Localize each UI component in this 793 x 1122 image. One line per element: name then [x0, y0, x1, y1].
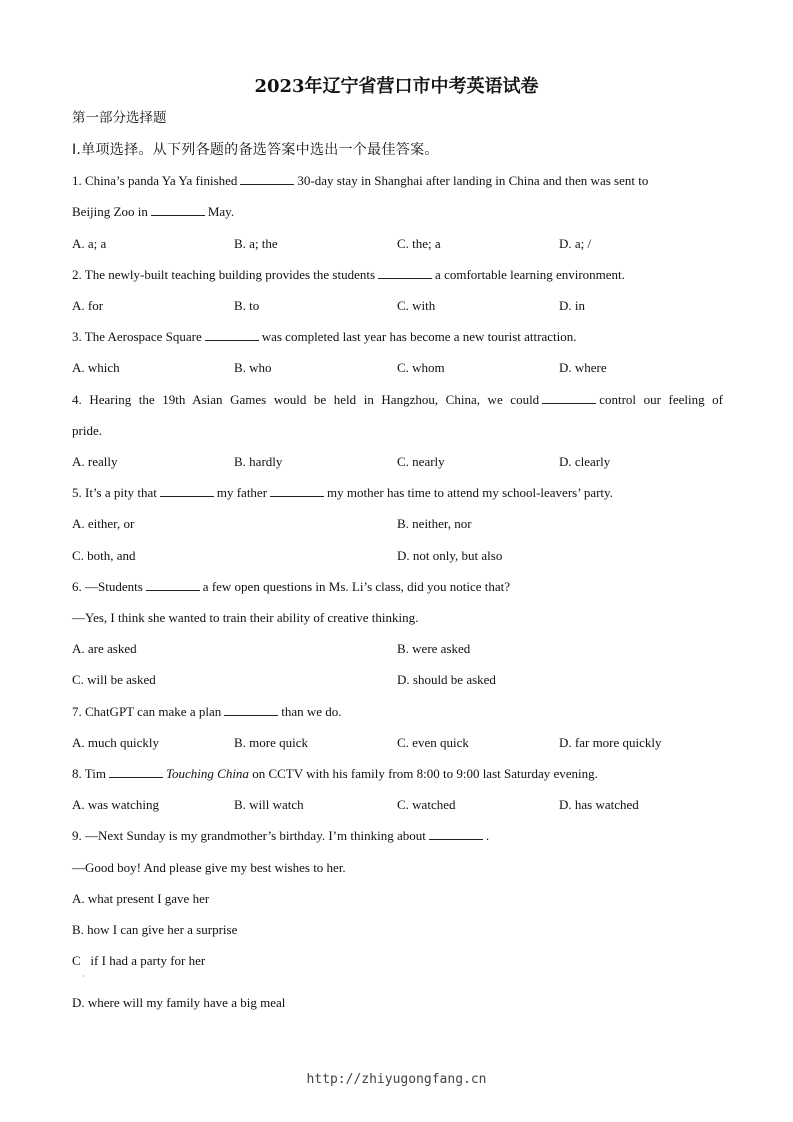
q7-option-b: B. more quick [234, 735, 309, 750]
q1-option-a: A. a; a [72, 236, 107, 251]
question-1-line-1: 1. China’s panda Ya Ya finished 30-day stay in Shanghai after landing in China and then was sent to [72, 173, 649, 188]
question-3: 3. The Aerospace Square was completed last year has become a new tourist attraction. [72, 329, 577, 344]
q8-option-c: C. watched [397, 797, 456, 812]
q2-option-a: A. for [72, 298, 104, 313]
q2-option-c: C. with [397, 298, 436, 313]
q9-option-b: B. how I can give her a surprise [72, 922, 238, 937]
section-instruction: Ⅰ.单项选择。从下列各题的备选答案中选出一个最佳答案。 [72, 142, 439, 158]
q7-option-d: D. far more quickly [559, 735, 662, 750]
q4-option-d: D. clearly [559, 454, 611, 469]
answer-blank [270, 485, 324, 497]
question-1-line-2: Beijing Zoo in May. [72, 204, 235, 219]
question-9-line-2: —Good boy! And please give my best wishes to her. [72, 860, 346, 875]
q9-option-a: A. what present I gave her [72, 891, 210, 906]
q6-option-b: B. were asked [397, 641, 471, 656]
question-6-line-2: —Yes, I think she wanted to train their ability of creative thinking. [72, 610, 419, 625]
answer-blank [378, 267, 432, 279]
q6-option-a: A. are asked [72, 641, 137, 656]
answer-blank [205, 329, 259, 341]
question-4-line-1: 4. Hearing the 19th Asian Games would be held in Hangzhou, China, we could control our feeling of [72, 392, 724, 407]
page-title: 2023年辽宁省营口市中考英语试卷 [254, 76, 539, 97]
question-9-line-1: 9. —Next Sunday is my grandmother’s birthday. I’m thinking about . [72, 828, 490, 843]
q1-option-b: B. a; the [234, 236, 278, 251]
q5-option-b: B. neither, nor [397, 516, 472, 531]
answer-blank [240, 173, 294, 185]
answer-blank [429, 828, 483, 840]
q2-option-b: B. to [234, 298, 260, 313]
q9-option-d: D. where will my family have a big meal [72, 995, 286, 1010]
answer-blank [109, 766, 163, 778]
q5-option-a: A. either, or [72, 516, 135, 531]
q7-option-a: A. much quickly [72, 735, 160, 750]
question-6-line-1: 6. —Students a few open questions in Ms. Li’s class, did you notice that? [72, 579, 511, 594]
q4-option-a: A. really [72, 454, 118, 469]
q6-option-d: D. should be asked [397, 672, 496, 687]
q1-option-d: D. a; / [559, 236, 592, 251]
answer-blank [542, 392, 596, 404]
q3-option-c: C. whom [397, 360, 445, 375]
q9-option-c: C if I had a party for her [72, 953, 206, 968]
q3-option-a: A. which [72, 360, 120, 375]
q8-option-a: A. was watching [72, 797, 160, 812]
question-5: 5. It’s a pity that my father my mother has time to attend my school-leavers’ party. [72, 485, 613, 500]
question-4-line-2: pride. [72, 423, 102, 438]
part-heading: 第一部分选择题 [72, 110, 167, 126]
answer-blank [151, 204, 205, 216]
question-2: 2. The newly-built teaching building provides the students a comfortable learning environment. [72, 267, 625, 282]
q2-option-d: D. in [559, 298, 585, 313]
question-7: 7. ChatGPT can make a plan than we do. [72, 704, 342, 719]
question-8: 8. Tim Touching China on CCTV with his family from 8:00 to 9:00 last Saturday evening. [72, 766, 598, 781]
q8-option-d: D. has watched [559, 797, 639, 812]
q3-option-b: B. who [234, 360, 272, 375]
q4-option-c: C. nearly [397, 454, 445, 469]
q7-option-c: C. even quick [397, 735, 469, 750]
program-title: Touching China [165, 766, 249, 781]
stray-dot: · [82, 972, 85, 981]
answer-blank [146, 579, 200, 591]
footer-url: http://zhiyugongfang.cn [306, 1072, 487, 1087]
q5-option-c: C. both, and [72, 548, 136, 563]
answer-blank [160, 485, 214, 497]
q1-option-c: C. the; a [397, 236, 441, 251]
q4-option-b: B. hardly [234, 454, 283, 469]
answer-blank [224, 704, 278, 716]
q8-option-b: B. will watch [234, 797, 304, 812]
q6-option-c: C. will be asked [72, 672, 156, 687]
q3-option-d: D. where [559, 360, 607, 375]
q5-option-d: D. not only, but also [397, 548, 503, 563]
